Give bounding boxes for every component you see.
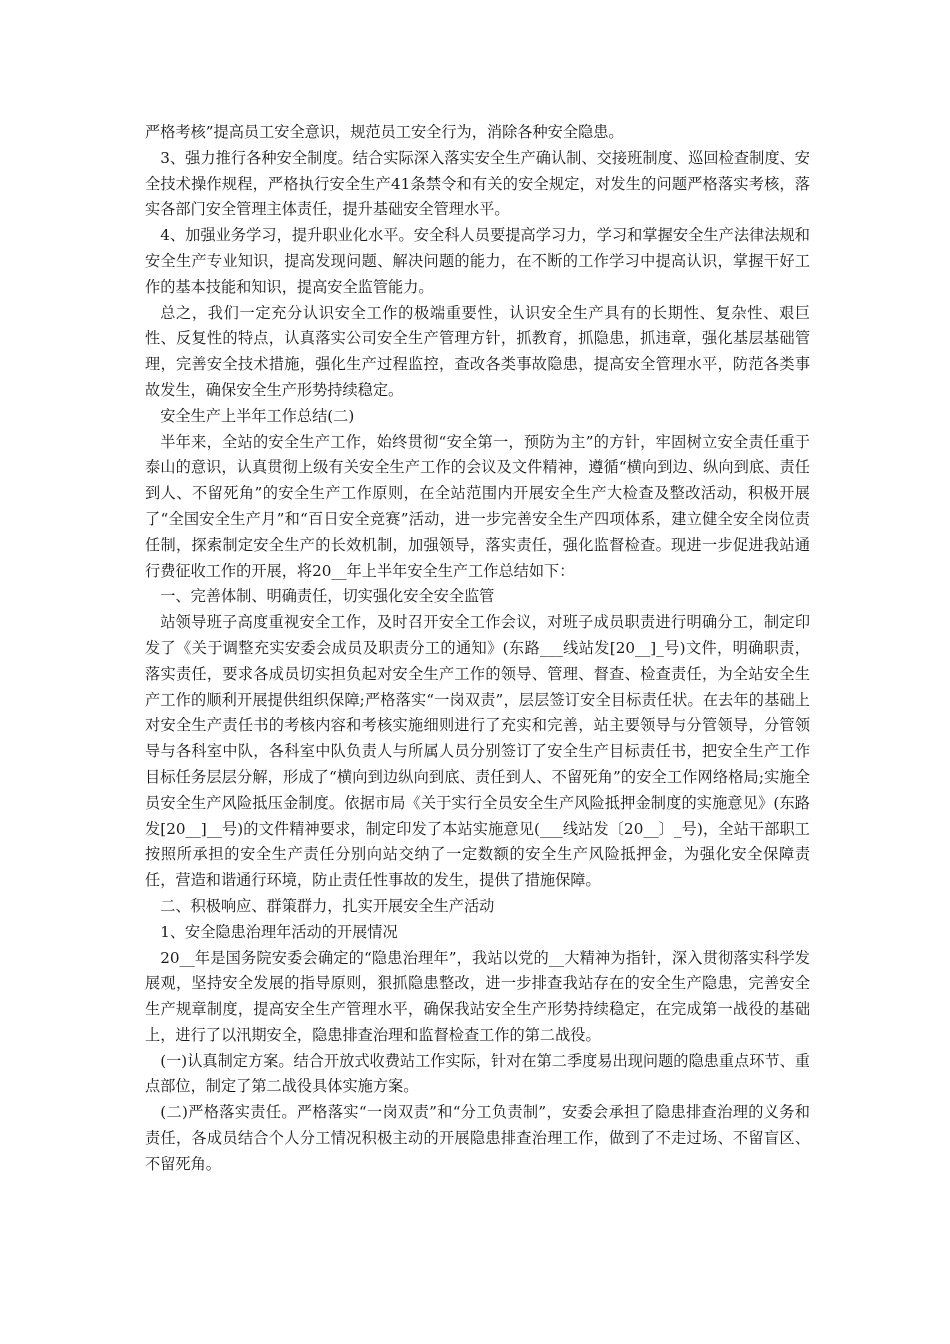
paragraph-3: 4、加强业务学习，提升职业化水平。安全科人员要提高学习力，学习和掌握安全生产法律法规和安全生产专业知识，提高发现问题、解决问题的能力，在不断的工作学习中提高认识，掌握干好工作的基本技能和知识，提高安全监管能力。 bbox=[145, 226, 810, 296]
paragraph-12: (一)认真制定方案。结合开放式收费站工作实际，针对在第二季度易出现问题的隐患重点环节、重点部位，制定了第二战役具体实施方案。 bbox=[145, 1051, 810, 1096]
heading-part-2: 二、积极响应、群策群力，扎实开展安全生产活动 bbox=[160, 896, 495, 915]
paragraph-2: 3、强力推行各种安全制度。结合实际深入落实安全生产确认制、交接班制度、巡回检查制度、安全技术操作规程，严格执行安全生产41条禁令和有关的安全规定，对发生的问题严格落实考核，落实各部门安全管理主体责任，提升基础安全管理水平。 bbox=[145, 148, 810, 219]
paragraph-13: (二)严格落实责任。严格落实“一岗双责”和“分工负责制”，安委会承担了隐患排查治理的义务和责任，各成员结合个人分工情况积极主动的开展隐患排查治理工作，做到了不走过场、不留盲区、不留死角。 bbox=[145, 1103, 810, 1173]
paragraph-8: 站领导班子高度重视安全工作，及时召开安全工作会议，对班子成员职责进行明确分工，制定印发了《关于调整充实安委会成员及职责分工的通知》(东路___线站发[20__]_号)文件，明确职责，落实责任，要求各成员切实担负起对安全生产工作的领导、管理、督查、检查责任，为全站安全生产工作的顺利开展提供组织保障;严格落实“一岗双责”，层层签订安全目标责任状。在去年的基础上对安全生产责任书的考核内容和考核实施细则进行了充实和完善，站主要领导与分管领导，分管领导与各科室中队，各科室中队负责人与所属人员分别签订了安全生产目标责任书，把安全生产工作目标任务层层分解，形成了“横向到边纵向到底、责任到人、不留死角”的安全工作网络格局;实施全员安全生产风险抵压金制度。依据市局《关于实行全员安全生产风险抵押金制度的实施意见》(东路发[20__]__号)的文件精神要求，制定印发了本站实施意见(___线站发〔20__〕_号)，全站干部职工按照所承担的安全生产责任分别向站交纳了一定数额的安全生产风险抵押金，为强化安全保障责任，营造和谐通行环境，防止责任性事故的发生，提供了措施保障。 bbox=[145, 613, 810, 890]
paragraph-11: 20__年是国务院安委会确定的“隐患治理年”，我站以党的__大精神为指针，深入贯彻落实科学发展观，坚持安全发展的指导原则，狠抓隐患整改，进一步排查我站存在的安全生产隐患，完善安全生产规章制度，提高安全生产管理水平，确保我站安全生产形势持续稳定，在完成第一战役的基础上，进行了以汛期安全，隐患排查治理和监督检查工作的第二战役。 bbox=[145, 948, 810, 1044]
section-title: 安全生产上半年工作总结(二) bbox=[160, 406, 355, 425]
paragraph-1: 严格考核”提高员工安全意识，规范员工安全行为，消除各种安全隐患。 bbox=[145, 123, 624, 141]
paragraph-4: 总之，我们一定充分认识安全工作的极端重要性，认识安全生产具有的长期性、复杂性、艰巨性、反复性的特点，认真落实公司安全生产管理方针，抓教育，抓隐患，抓违章，强化基层基础管理，完善安全技术措施，强化生产过程监控，查改各类事故隐患，提高安全管理水平，防范各类事故发生，确保安全生产形势持续稳定。 bbox=[145, 303, 810, 399]
document-page bbox=[145, 120, 810, 1178]
subheading-1: 1、安全隐患治理年活动的开展情况 bbox=[160, 922, 398, 941]
paragraph-6: 半年来，全站的安全生产工作，始终贯彻“安全第一，预防为主”的方针，牢固树立安全责任重于泰山的意识，认真贯彻上级有关安全生产工作的会议及文件精神，遵循“横向到边、纵向到底、责任到人、不留死角”的安全生产工作原则，在全站范围内开展安全生产大检查及整改活动，积极开展了“全国安全生产月”和“百日安全竞赛”活动，进一步完善安全生产四项体系，建立健全安全岗位责任制，探索制定安全生产的长效机制，加强领导，落实责任，强化监督检查。现进一步促进我站通行费征收工作的开展，将20__年上半年安全生产工作总结如下： bbox=[145, 432, 810, 580]
heading-part-1: 一、完善体制、明确责任，切实强化安全安全监管 bbox=[160, 587, 495, 606]
